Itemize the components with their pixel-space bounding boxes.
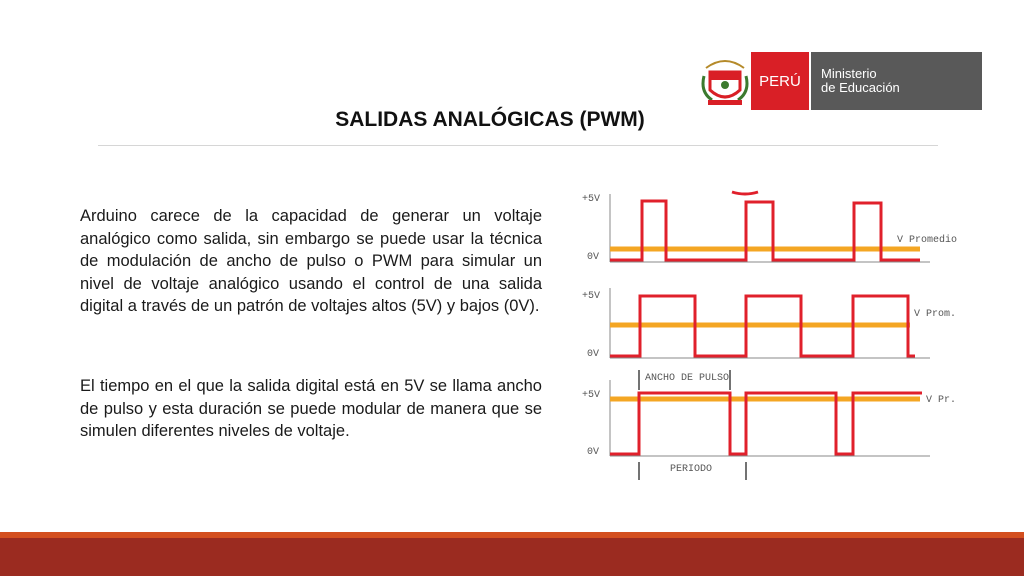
label-low: 0V <box>587 447 600 458</box>
ministry-logo <box>700 52 982 110</box>
label-low: 0V <box>587 349 600 360</box>
coat-of-arms-icon <box>700 54 750 108</box>
signal-mark <box>732 192 758 194</box>
footer-bar <box>0 538 1024 576</box>
label-high: +5V <box>582 194 601 205</box>
label-pulse-width: ANCHO DE PULSO <box>645 373 730 384</box>
label-high: +5V <box>582 390 601 401</box>
slide-title: SALIDAS ANALÓGICAS (PWM) <box>335 108 645 131</box>
ministry-line-1: Ministerio <box>821 66 877 81</box>
paragraph-intro: Arduino carece de la capacidad de generar un voltaje analógico como salida, sin embargo se puede usar la técnica de modulación de ancho de pulso o PWM para simular un nivel de voltaje analógico usando el control de una salida digital a través de un patrón de voltajes altos (5V) y bajos (0V). <box>80 207 542 315</box>
label-high: +5V <box>582 291 601 302</box>
ministry-line-2: de Educación <box>821 80 900 95</box>
pwm-signal-high-duty <box>610 393 922 454</box>
peru-brand: PERÚ <box>751 52 809 110</box>
ministry-name <box>811 52 982 110</box>
pwm-diagram <box>570 180 970 485</box>
label-average: V Prom. <box>914 309 957 320</box>
label-average: V Promedio <box>897 235 958 246</box>
title-divider <box>98 145 938 146</box>
label-low: 0V <box>587 252 600 263</box>
pwm-panel-3 <box>582 370 956 480</box>
pwm-panel-1 <box>582 192 957 263</box>
label-period: PERIODO <box>670 464 713 475</box>
paragraph-pulse-width: El tiempo en el que la salida digital está en 5V se llama ancho de pulso y esta duración se puede modular de manera que se simulen diferentes niveles de voltaje. <box>80 377 542 440</box>
pwm-panel-2 <box>582 288 956 360</box>
label-average: V Pr. <box>926 395 957 406</box>
